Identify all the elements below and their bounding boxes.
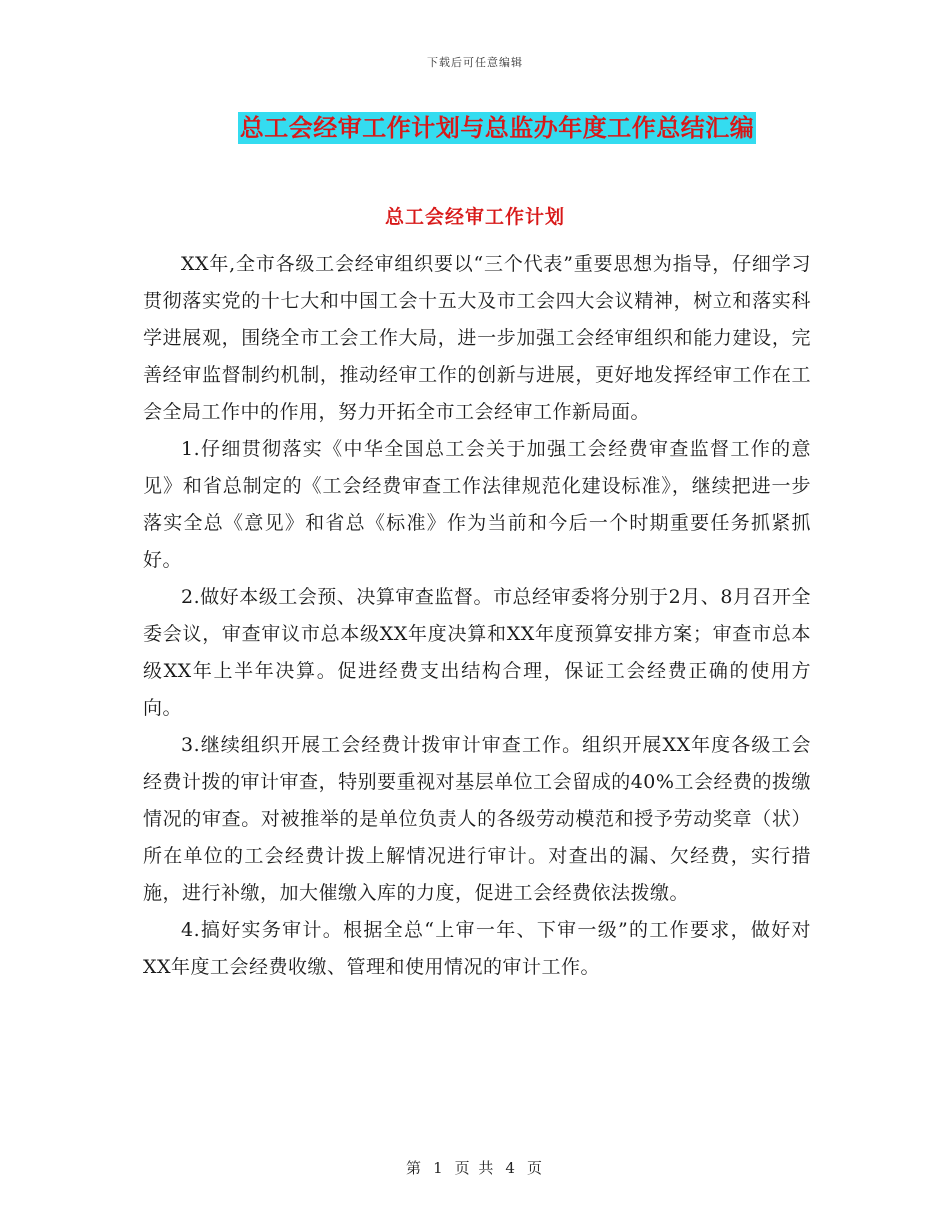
main-title: 总工会经审工作计划与总监办年度工作总结汇编 xyxy=(239,113,755,142)
page-number: 1 xyxy=(433,1159,445,1177)
page-label-suffix: 页 xyxy=(526,1159,544,1177)
main-title-container xyxy=(0,112,950,144)
paragraph-item-2: 2.做好本级工会预、决算审查监督。市总经审委将分别于2月、8月召开全委会议，审查审议市总本级XX年度决算和XX年度预算安排方案；审查市总本级XX年上半年决算。促进经费支出结构合理，保证工会经费正确的使用方向。 xyxy=(143,586,811,719)
section-title: 总工会经审工作计划 xyxy=(384,206,565,228)
page-label-prefix: 第 xyxy=(406,1159,424,1177)
document-body xyxy=(143,246,811,986)
header-note: 下载后可任意编辑 xyxy=(427,56,523,69)
paragraph-item-1: 1.仔细贯彻落实《中华全国总工会关于加强工会经费审查监督工作的意见》和省总制定的《工会经费审查工作法律规范化建设标准》，继续把进一步落实全总《意见》和省总《标准》作为当前和今后一个时期重要任务抓紧抓好。 xyxy=(143,438,811,571)
page-label-mid: 页 共 xyxy=(454,1159,496,1177)
paragraph-intro: XX年,全市各级工会经审组织要以“三个代表”重要思想为指导，仔细学习贯彻落实党的十七大和中国工会十五大及市工会四大会议精神，树立和落实科学进展观，围绕全市工会工作大局，进一步加强工会经审组织和能力建设，完善经审监督制约机制，推动经审工作的创新与进展，更好地发挥经审工作在工会全局工作中的作用，努力开拓全市工会经审工作新局面。 xyxy=(143,253,811,423)
total-pages: 4 xyxy=(505,1159,517,1177)
page-footer xyxy=(0,1157,950,1178)
paragraph-item-4: 4.搞好实务审计。根据全总“上审一年、下审一级”的工作要求，做好对XX年度工会经费收缴、管理和使用情况的审计工作。 xyxy=(143,919,811,978)
paragraph-item-3: 3.继续组织开展工会经费计拨审计审查工作。组织开展XX年度各级工会经费计拨的审计审查，特别要重视对基层单位工会留成的40%工会经费的拨缴情况的审查。对被推举的是单位负责人的各级劳动模范和授予劳动奖章（状）所在单位的工会经费计拨上解情况进行审计。对查出的漏、欠经费，实行措施，进行补缴，加大催缴入库的力度，促进工会经费依法拨缴。 xyxy=(143,734,811,904)
